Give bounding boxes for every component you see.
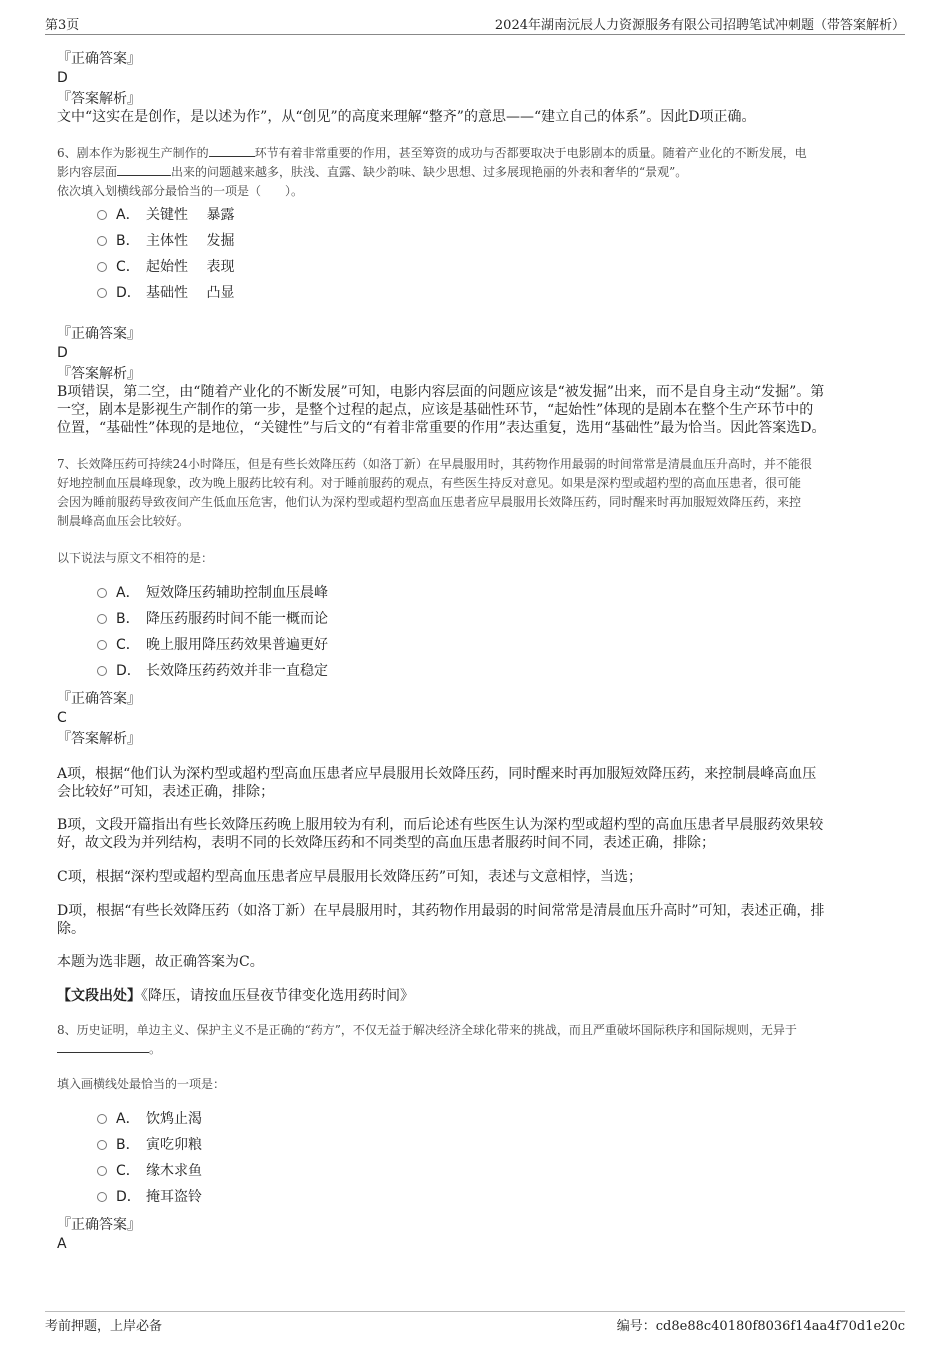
q7-source: 【文段出处】《降压，请按血压昼夜节律变化选用药时间》 [57,988,414,1004]
q8-option-a[interactable]: A． 饮鸩止渴 [97,1110,202,1128]
q8-blank [57,1040,149,1053]
radio-icon[interactable] [97,666,107,676]
q5-analysis: 文中“这实在是创作，是以述为作”，从“创见”的高度来理解“整齐”的意思——“建立自己的体系”。因此D项正确。 [57,109,756,125]
q6-option-b[interactable]: B． 主体性 发掘 [97,232,234,250]
q7-analysis-a: A项，根据“他们认为深杓型或超杓型高血压患者应早晨服用长效降压药，同时醒来时再加服短效降压药，来控制晨峰高血压 会比较好”可知，表述正确，排除； [57,766,817,800]
correct-answer-label: 『正确答案』 [57,691,141,707]
q8-option-d[interactable]: D． 掩耳盗铃 [97,1188,202,1206]
radio-icon[interactable] [97,262,107,272]
correct-answer-label: 『正确答案』 [57,51,141,67]
q8-prompt: 填入画横线处最恰当的一项是： [57,1077,226,1091]
page-header [45,14,905,35]
q6-answer: D [57,345,68,361]
radio-icon[interactable] [97,640,107,650]
q5-answer: D [57,70,68,86]
page-footer [45,1311,905,1336]
q6-option-c[interactable]: C． 起始性 表现 [97,258,234,276]
correct-answer-label: 『正确答案』 [57,1217,141,1233]
q7-conclusion: 本题为选非题，故正确答案为C。 [57,954,264,970]
radio-icon[interactable] [97,614,107,624]
q6-analysis: B项错误，第二空，由“随着产业化的不断发展”可知，电影内容层面的问题应该是“被发掘”出来，而不是自身主动“发掘”。第 一空，剧本是影视生产制作的第一步，是整个过程的起点，应该是基础性环节，“起始性”体现的是剧本在整个生产环节中的 位置，“基础性”体现的是地位，“关键性”与后文的“有着非常重要的作用”表达重复，选用“基础性”最为恰当。因此答案选D。 [57,384,826,436]
q7-stem: 7、长效降压药可持续24小时降压，但是有些长效降压药（如洛丁新）在早晨服用时，其药物作用最弱的时间常常是清晨血压升高时，并不能很 好地控制血压晨峰现象，改为晚上服药比较有利。对于睡前服药的观点，有些医生持反对意见。如果是深杓型或超杓型的高血压患者，很可能 会因为睡前服药导致夜间产生低血压危害，他们认为深杓型或超杓型高血压患者应早晨服用长效降压药，同时醒来时再加服短效降压药，来控 制晨峰高血压会比较好。 [57,457,812,528]
q7-option-a[interactable]: A． 短效降压药辅助控制血压晨峰 [97,584,328,602]
radio-icon[interactable] [97,236,107,246]
q6-blank-1 [209,144,255,157]
radio-icon[interactable] [97,1140,107,1150]
q7-prompt: 以下说法与原文不相符的是： [57,551,214,565]
analysis-label: 『答案解析』 [57,731,141,747]
radio-icon[interactable] [97,288,107,298]
q7-answer: C [57,710,67,726]
q7-analysis-b: B项，文段开篇指出有些长效降压药晚上服用较为有利，而后论述有些医生认为深杓型或超杓型的高血压患者早晨服药效果较 好，故文段为并列结构，表明不同的长效降压药和不同类型的高血压患者服药时间不同，表述正确，排除； [57,817,824,851]
footer-slogan: 考前押题，上岸必备 [45,1319,163,1334]
q8-stem: 8、历史证明，单边主义、保护主义不是正确的“药方”，不仅无益于解决经济全球化带来的挑战，而且严重破坏国际秩序和国际规则，无异于 。 [57,1023,797,1056]
q6-stem: 6、剧本作为影视生产制作的 环节有着非常重要的作用，甚至筹资的成功与否都要取决于电影剧本的质量。随着产业化的不断发展，电 影内容层面 出来的问题越来越多，肤浅、直露、缺少韵味、缺少思想、过多展现艳丽的外表和奢华的“景观”。 依次填入划横线部分最恰当的一项是（ ）。 [57,144,897,201]
document-title: 2024年湖南沅辰人力资源服务有限公司招聘笔试冲刺题（带答案解析） [494,18,905,33]
q7-option-b[interactable]: B． 降压药服药时间不能一概而论 [97,610,328,628]
radio-icon[interactable] [97,1114,107,1124]
analysis-label: 『答案解析』 [57,91,141,107]
q7-option-c[interactable]: C． 晚上服用降压药效果普遍更好 [97,636,328,654]
q6-option-a[interactable]: A． 关键性 暴露 [97,206,234,224]
q6-blank-2 [117,163,171,176]
radio-icon[interactable] [97,588,107,598]
q7-option-d[interactable]: D． 长效降压药药效并非一直稳定 [97,662,328,680]
q7-analysis-c: C项，根据“深杓型或超杓型高血压患者应早晨服用长效降压药”可知，表述与文意相悖，当选； [57,869,643,885]
q8-option-c[interactable]: C． 缘木求鱼 [97,1162,202,1180]
page-number: 第3页 [45,18,80,33]
analysis-label: 『答案解析』 [57,366,141,382]
correct-answer-label: 『正确答案』 [57,326,141,342]
radio-icon[interactable] [97,210,107,220]
q8-option-b[interactable]: B． 寅吃卯粮 [97,1136,202,1154]
document-id: 编号：cd8e88c40180f8036f14aa4f70d1e20c [616,1319,905,1334]
radio-icon[interactable] [97,1192,107,1202]
q7-analysis-d: D项，根据“有些长效降压药（如洛丁新）在早晨服用时，其药物作用最弱的时间常常是清晨血压升高时”可知，表述正确，排 除。 [57,903,825,937]
q6-prompt: 依次填入划横线部分最恰当的一项是（ ）。 [57,184,304,198]
q6-option-d[interactable]: D． 基础性 凸显 [97,284,234,302]
q8-answer: A [57,1236,67,1252]
radio-icon[interactable] [97,1166,107,1176]
